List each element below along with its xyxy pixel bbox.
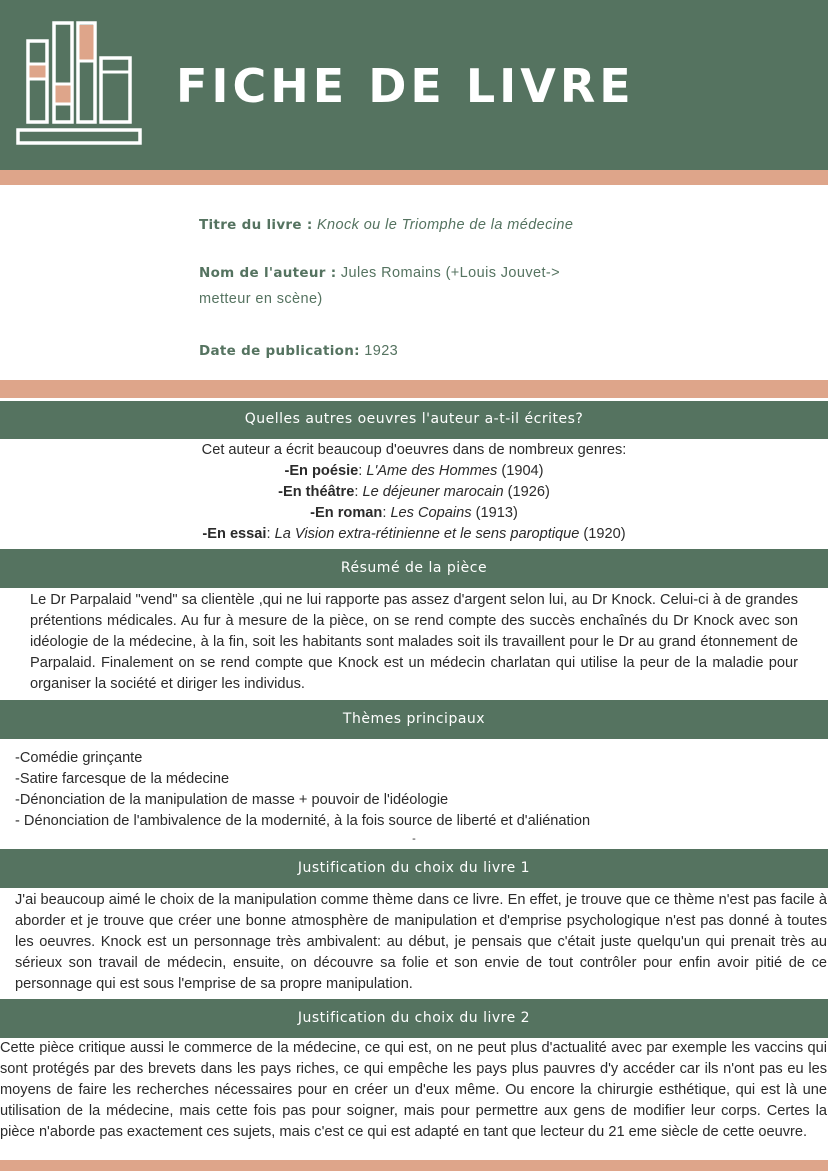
justification-2-text: Cette pièce critique aussi le commerce de la médecine, ce qui est, on ne peut plus d'actualité avec par exemple les vaccins qui sont protégés par des brevets dans les pays riches, ce qui empêche les pays plus pauvres d'y accéder car ils n'ont pas eu les moyens de faire les recherches nécessaires pour en créer un d'eux même. Ou encore la chirurgie esthétique, qui est là une utilisation de la médecine, mais cette fois pas pour soigner, mais pour permettre aux gens de modifier leur corps. Certes la pièce n'aborde pas exactement ces sujets, mais c'est ce qui est adapté en tant que lecteur du 21 eme siècle de cette oeuvre. <box>0 1040 827 1140</box>
header-banner <box>0 0 828 170</box>
other-works-intro: Cet auteur a écrit beaucoup d'oeuvres dans de nombreux genres: <box>201 442 627 458</box>
author-value: Jules Romains (+Louis Jouvet-> <box>340 265 560 281</box>
author-value-cont: metteur en scène) <box>199 291 323 307</box>
book-title-label: Titre du livre : <box>199 217 313 233</box>
page-title: FICHE DE LIVRE <box>176 59 635 113</box>
publication-date-value: 1923 <box>364 343 399 359</box>
book-title-row <box>199 212 573 238</box>
section-heading-other-works: Quelles autres oeuvres l'auteur a-t-il écrites? <box>0 401 828 439</box>
justification-1-text: J'ai beaucoup aimé le choix de la manipulation comme thème dans ce livre. En effet, je trouve que ce thème n'est pas facile à aborder et je trouve que créer une bonne atmosphère de manipulation et d'emprise psychologique n'est pas donné à toutes les oeuvres. Knock est un personnage très ambivalent: au début, je pensais que c'était juste quelqu'un qui prenait très au sérieux son travail de médecin, ensuite, on découvre sa folie et son envie de tout contrôler pour enfin avoir pitié de ce personnage qui est sous l'emprise de sa propre manipulation. <box>15 892 827 992</box>
section-heading-justification-1: Justification du choix du livre 1 <box>0 849 828 888</box>
author-label: Nom de l'auteur : <box>199 265 337 281</box>
divider-band <box>0 170 828 185</box>
themes-trailing-dash: - <box>412 833 416 845</box>
books-icon <box>14 20 144 146</box>
summary-text: Le Dr Parpalaid "vend" sa clientèle ,qui ne lui rapporte pas assez d'argent selon lui, au Dr Knock. Celui-ci à de grandes prétentions médicales. Au fur à mesure de la pièce, on se rend compte des succès enchaînés du Dr Knock avec son idéologie de la médecine, à la fin, soit les habitants sont malades soit ils travaillent pour le Dr au grand étonnement de Parpalaid. Finalement on se rend compte que Knock est un médecin charlatan qui utilise la peur de la maladie pour organiser la société et diriger les individus. <box>30 592 798 692</box>
section-heading-justification-2: Justification du choix du livre 2 <box>0 999 828 1038</box>
list-item: -En essai: La Vision extra-rétinienne et le sens paroptique (1920) <box>202 526 626 542</box>
list-item: -En théâtre: Le déjeuner marocain (1926) <box>278 484 550 500</box>
themes-list <box>15 748 815 832</box>
list-item: -En poésie: L'Ame des Hommes (1904) <box>284 463 544 479</box>
list-item: - Dénonciation de l'ambivalence de la modernité, à la fois source de liberté et d'aliénation <box>15 813 591 829</box>
other-works-list <box>0 440 828 545</box>
divider-band <box>0 1160 828 1171</box>
section-heading-summary: Résumé de la pièce <box>0 549 828 588</box>
list-item: -Dénonciation de la manipulation de masse + pouvoir de l'idéologie <box>15 792 449 808</box>
list-item: -Satire farcesque de la médecine <box>15 771 230 787</box>
divider-band <box>0 380 828 398</box>
publication-date-label: Date de publication: <box>199 343 360 359</box>
section-heading-themes: Thèmes principaux <box>0 700 828 739</box>
author-row <box>199 260 560 312</box>
book-title-value: Knock ou le Triomphe de la médecine <box>316 217 574 233</box>
list-item: -En roman: Les Copains (1913) <box>310 505 518 521</box>
list-item: -Comédie grinçante <box>15 750 143 766</box>
publication-date-row <box>199 338 398 364</box>
